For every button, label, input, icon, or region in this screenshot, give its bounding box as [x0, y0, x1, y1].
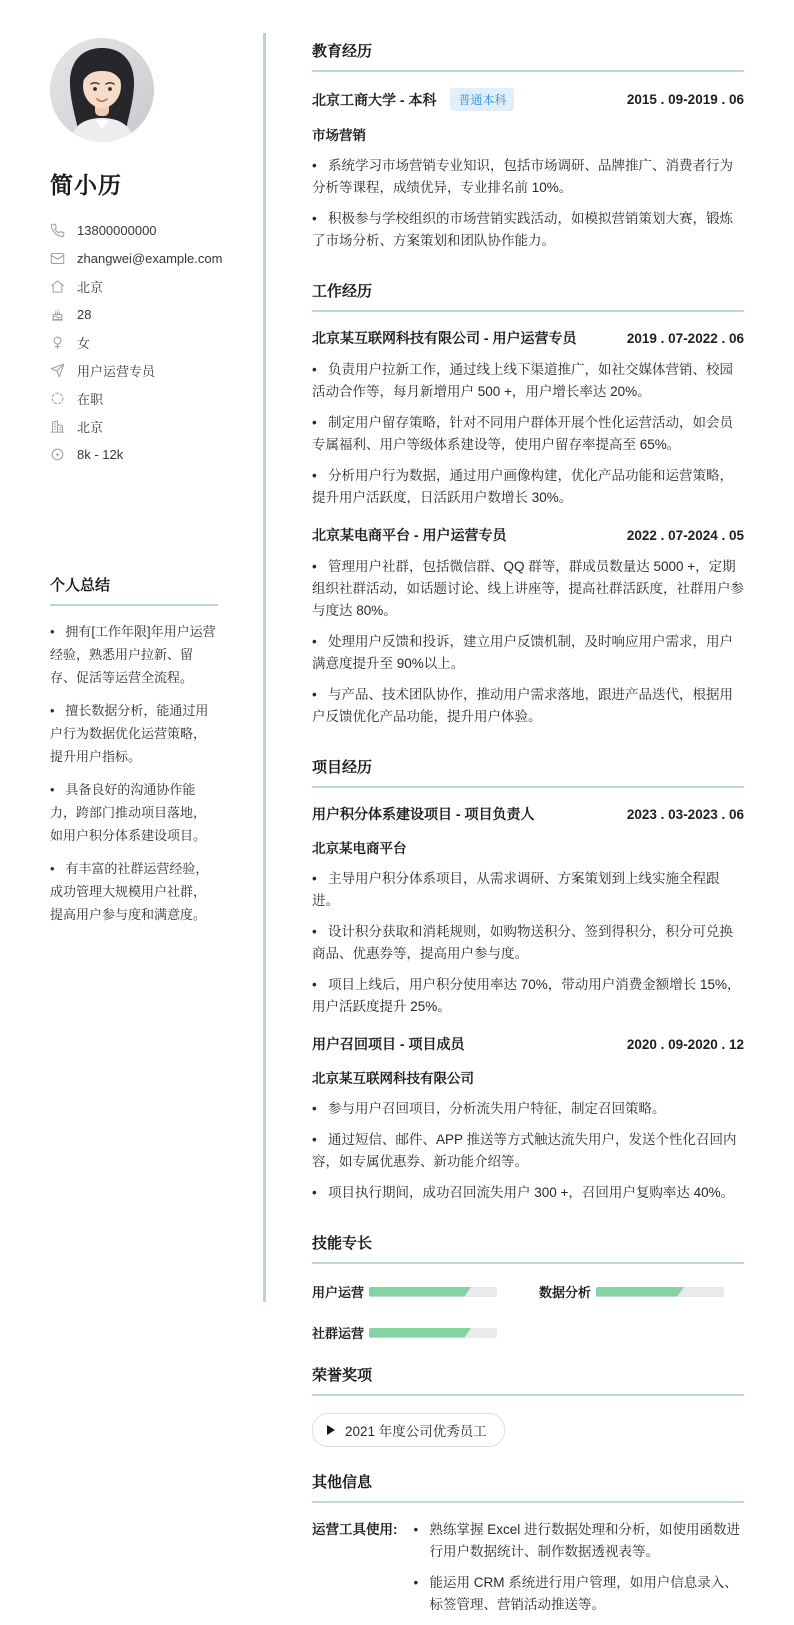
avatar	[50, 38, 154, 142]
education-date: 2015 . 09-2019 . 06	[626, 92, 744, 107]
project-date: 2020 . 09-2020 . 12	[626, 1036, 744, 1052]
position-icon	[50, 362, 66, 378]
summary-bullet: • 有丰富的社群运营经验，成功管理大规模用户社群，提高用户参与度和满意度。	[50, 857, 218, 926]
other-info-bullet	[408, 1572, 745, 1616]
skill-progress-track	[369, 1328, 497, 1338]
job-bullet: • 处理用户反馈和投诉，建立用户反馈机制，及时响应用户需求，用户满意度提升至 90%以上。	[312, 631, 744, 675]
contact-row-phone	[50, 216, 218, 244]
contact-row-status	[50, 384, 218, 412]
job-bullet: • 分析用户行为数据，通过用户画像构建，优化产品功能和运营策略，提升用户活跃度，日活跃用户数增长 30%。	[312, 465, 744, 509]
summary-title: 个人总结	[50, 574, 218, 606]
job-heading: 北京某电商平台 - 用户运营专员	[312, 527, 507, 543]
contact-salary: 8k - 12k	[77, 446, 124, 462]
contact-gender: 女	[77, 335, 91, 351]
project-heading: 用户召回项目 - 项目成员	[312, 1036, 465, 1052]
job-bullet: • 负责用户拉新工作，通过线上线下渠道推广，如社交媒体营销、校园活动合作等，每月新增用户 500 +，用户增长率达 20%。	[312, 359, 744, 403]
award-item-button[interactable]	[312, 1413, 505, 1447]
skills-grid	[312, 1282, 744, 1342]
mail-icon	[50, 250, 66, 266]
other-info-bullets	[408, 1519, 745, 1625]
sidebar	[50, 38, 223, 936]
summary-section	[50, 574, 218, 926]
person-name: 简小历	[50, 172, 122, 198]
skill-row	[539, 1282, 724, 1301]
contact-row-gender	[50, 328, 218, 356]
avatar-photo-illustration	[50, 38, 154, 142]
project-bullet: • 设计积分获取和消耗规则，如购物送积分、签到得积分，积分可兑换商品、优惠券等，提高用户参与度。	[312, 921, 744, 965]
job-date: 2019 . 07-2022 . 06	[626, 330, 744, 346]
phone-icon	[50, 222, 66, 238]
skills-title: 技能专长	[312, 1232, 744, 1264]
education-bullet: • 积极参与学校组织的市场营销实践活动，如模拟营销策划大赛，锻炼了市场分析、方案策划和团队协作能力。	[312, 208, 744, 252]
work-section	[312, 280, 744, 728]
awards-section	[312, 1364, 744, 1447]
age-icon	[50, 306, 66, 322]
other-info-section	[312, 1471, 744, 1625]
project-company: 北京某互联网科技有限公司	[312, 1071, 474, 1086]
contact-row-email	[50, 244, 223, 272]
other-info-bullet-text: 能运用 CRM 系统进行用户管理，如用户信息录入、标签管理、营销活动推送等。	[429, 1575, 738, 1612]
major-name: 市场营销	[312, 128, 366, 143]
project-heading: 用户积分体系建设项目 - 项目负责人	[312, 806, 535, 822]
main-column	[312, 40, 744, 1625]
project-bullet: • 项目上线后，用户积分使用率达 70%，带动用户消费金额增长 15%，用户活跃度提升 25%。	[312, 974, 744, 1018]
summary-bullet: • 拥有[工作年限]年用户运营经验，熟悉用户拉新、留存、促活等运营全流程。	[50, 620, 218, 689]
other-info-title: 其他信息	[312, 1471, 744, 1503]
project-bullet: • 通过短信、邮件、APP 推送等方式触达流失用户，发送个性化召回内容，如专属优惠券、新功能介绍等。	[312, 1129, 744, 1173]
contact-row-location	[50, 272, 218, 300]
project-company: 北京某电商平台	[312, 841, 407, 856]
other-info-bullet	[408, 1519, 745, 1563]
skills-section	[312, 1232, 744, 1342]
projects-title: 项目经历	[312, 756, 744, 788]
job-bullet: • 与产品、技术团队协作，推动用户需求落地，跟进产品迭代，根据用户反馈优化产品功能，提升用户体验。	[312, 684, 744, 728]
contact-list	[50, 216, 223, 468]
awards-title: 荣誉奖项	[312, 1364, 744, 1396]
contact-row-age	[50, 300, 218, 328]
school-name: 北京工商大学 - 本科	[312, 91, 437, 108]
contact-city: 北京	[77, 419, 104, 435]
skill-progress-track	[369, 1287, 497, 1297]
column-divider	[263, 33, 266, 1302]
job-heading: 北京某互联网科技有限公司 - 用户运营专员	[312, 330, 577, 346]
skill-progress-fill	[369, 1328, 471, 1338]
project-entry	[312, 804, 744, 1018]
project-bullet: • 项目执行期间，成功召回流失用户 300 +，召回用户复购率达 40%。	[312, 1182, 744, 1204]
projects-section	[312, 756, 744, 1204]
skill-progress-track	[596, 1287, 724, 1297]
job-date: 2022 . 07-2024 . 05	[626, 527, 744, 543]
award-text: 2021 年度公司优秀员工	[345, 1424, 487, 1439]
job-entry	[312, 525, 744, 728]
education-type-badge: 普通本科	[450, 88, 514, 111]
summary-bullets	[50, 620, 218, 926]
education-section	[312, 40, 744, 252]
contact-row-city	[50, 412, 218, 440]
bullet-marker: •	[413, 1522, 419, 1537]
contact-phone: 13800000000	[77, 222, 157, 238]
contact-row-salary	[50, 440, 218, 468]
education-title: 教育经历	[312, 40, 744, 72]
play-triangle-icon	[327, 1425, 335, 1435]
summary-bullet: • 具备良好的沟通协作能力，跨部门推动项目落地，如用户积分体系建设项目。	[50, 778, 218, 847]
contact-location: 北京	[77, 279, 104, 295]
other-info-label: 运营工具使用:	[312, 1522, 398, 1537]
home-icon	[50, 278, 66, 294]
job-bullet: • 管理用户社群，包括微信群、QQ 群等，群成员数量达 5000 +，定期组织社群活动，如话题讨论、线上讲座等，提高社群活跃度，社群用户参与度达 80%。	[312, 556, 744, 622]
skill-row	[312, 1282, 497, 1301]
status-icon	[50, 390, 66, 406]
summary-bullet: • 擅长数据分析，能通过用户行为数据优化运营策略，提升用户指标。	[50, 699, 218, 768]
city-icon	[50, 418, 66, 434]
skill-progress-fill	[596, 1287, 684, 1297]
project-entry	[312, 1034, 744, 1204]
gender-icon	[50, 334, 66, 350]
work-title: 工作经历	[312, 280, 744, 312]
education-bullet: • 系统学习市场营销专业知识，包括市场调研、品牌推广、消费者行为分析等课程，成绩优异，专业排名前 10%。	[312, 155, 744, 199]
contact-email: zhangwei@example.com	[77, 250, 223, 266]
job-entry	[312, 328, 744, 509]
job-bullet: • 制定用户留存策略，针对不同用户群体开展个性化运营活动，如会员专属福利、用户等级体系建设等，使用户留存率提高至 65%。	[312, 412, 744, 456]
contact-status: 在职	[77, 391, 104, 407]
project-bullet: • 参与用户召回项目，分析流失用户特征，制定召回策略。	[312, 1098, 744, 1120]
contact-position: 用户运营专员	[77, 363, 156, 379]
contact-row-position	[50, 356, 218, 384]
project-bullet: • 主导用户积分体系项目，从需求调研、方案策划到上线实施全程跟进。	[312, 868, 744, 912]
skill-row	[312, 1323, 497, 1342]
bullet-marker: •	[413, 1575, 419, 1590]
skill-progress-fill	[369, 1287, 471, 1297]
project-date: 2023 . 03-2023 . 06	[626, 806, 744, 822]
education-entry	[312, 88, 744, 252]
salary-icon	[50, 446, 66, 462]
skill-label: 社群运营	[312, 1326, 365, 1341]
skill-label: 用户运营	[312, 1285, 365, 1300]
other-info-bullet-text: 熟练掌握 Excel 进行数据处理和分析，如使用函数进行用户数据统计、制作数据透视表等。	[429, 1522, 741, 1559]
skill-label: 数据分析	[539, 1285, 592, 1300]
contact-age: 28	[77, 306, 92, 322]
